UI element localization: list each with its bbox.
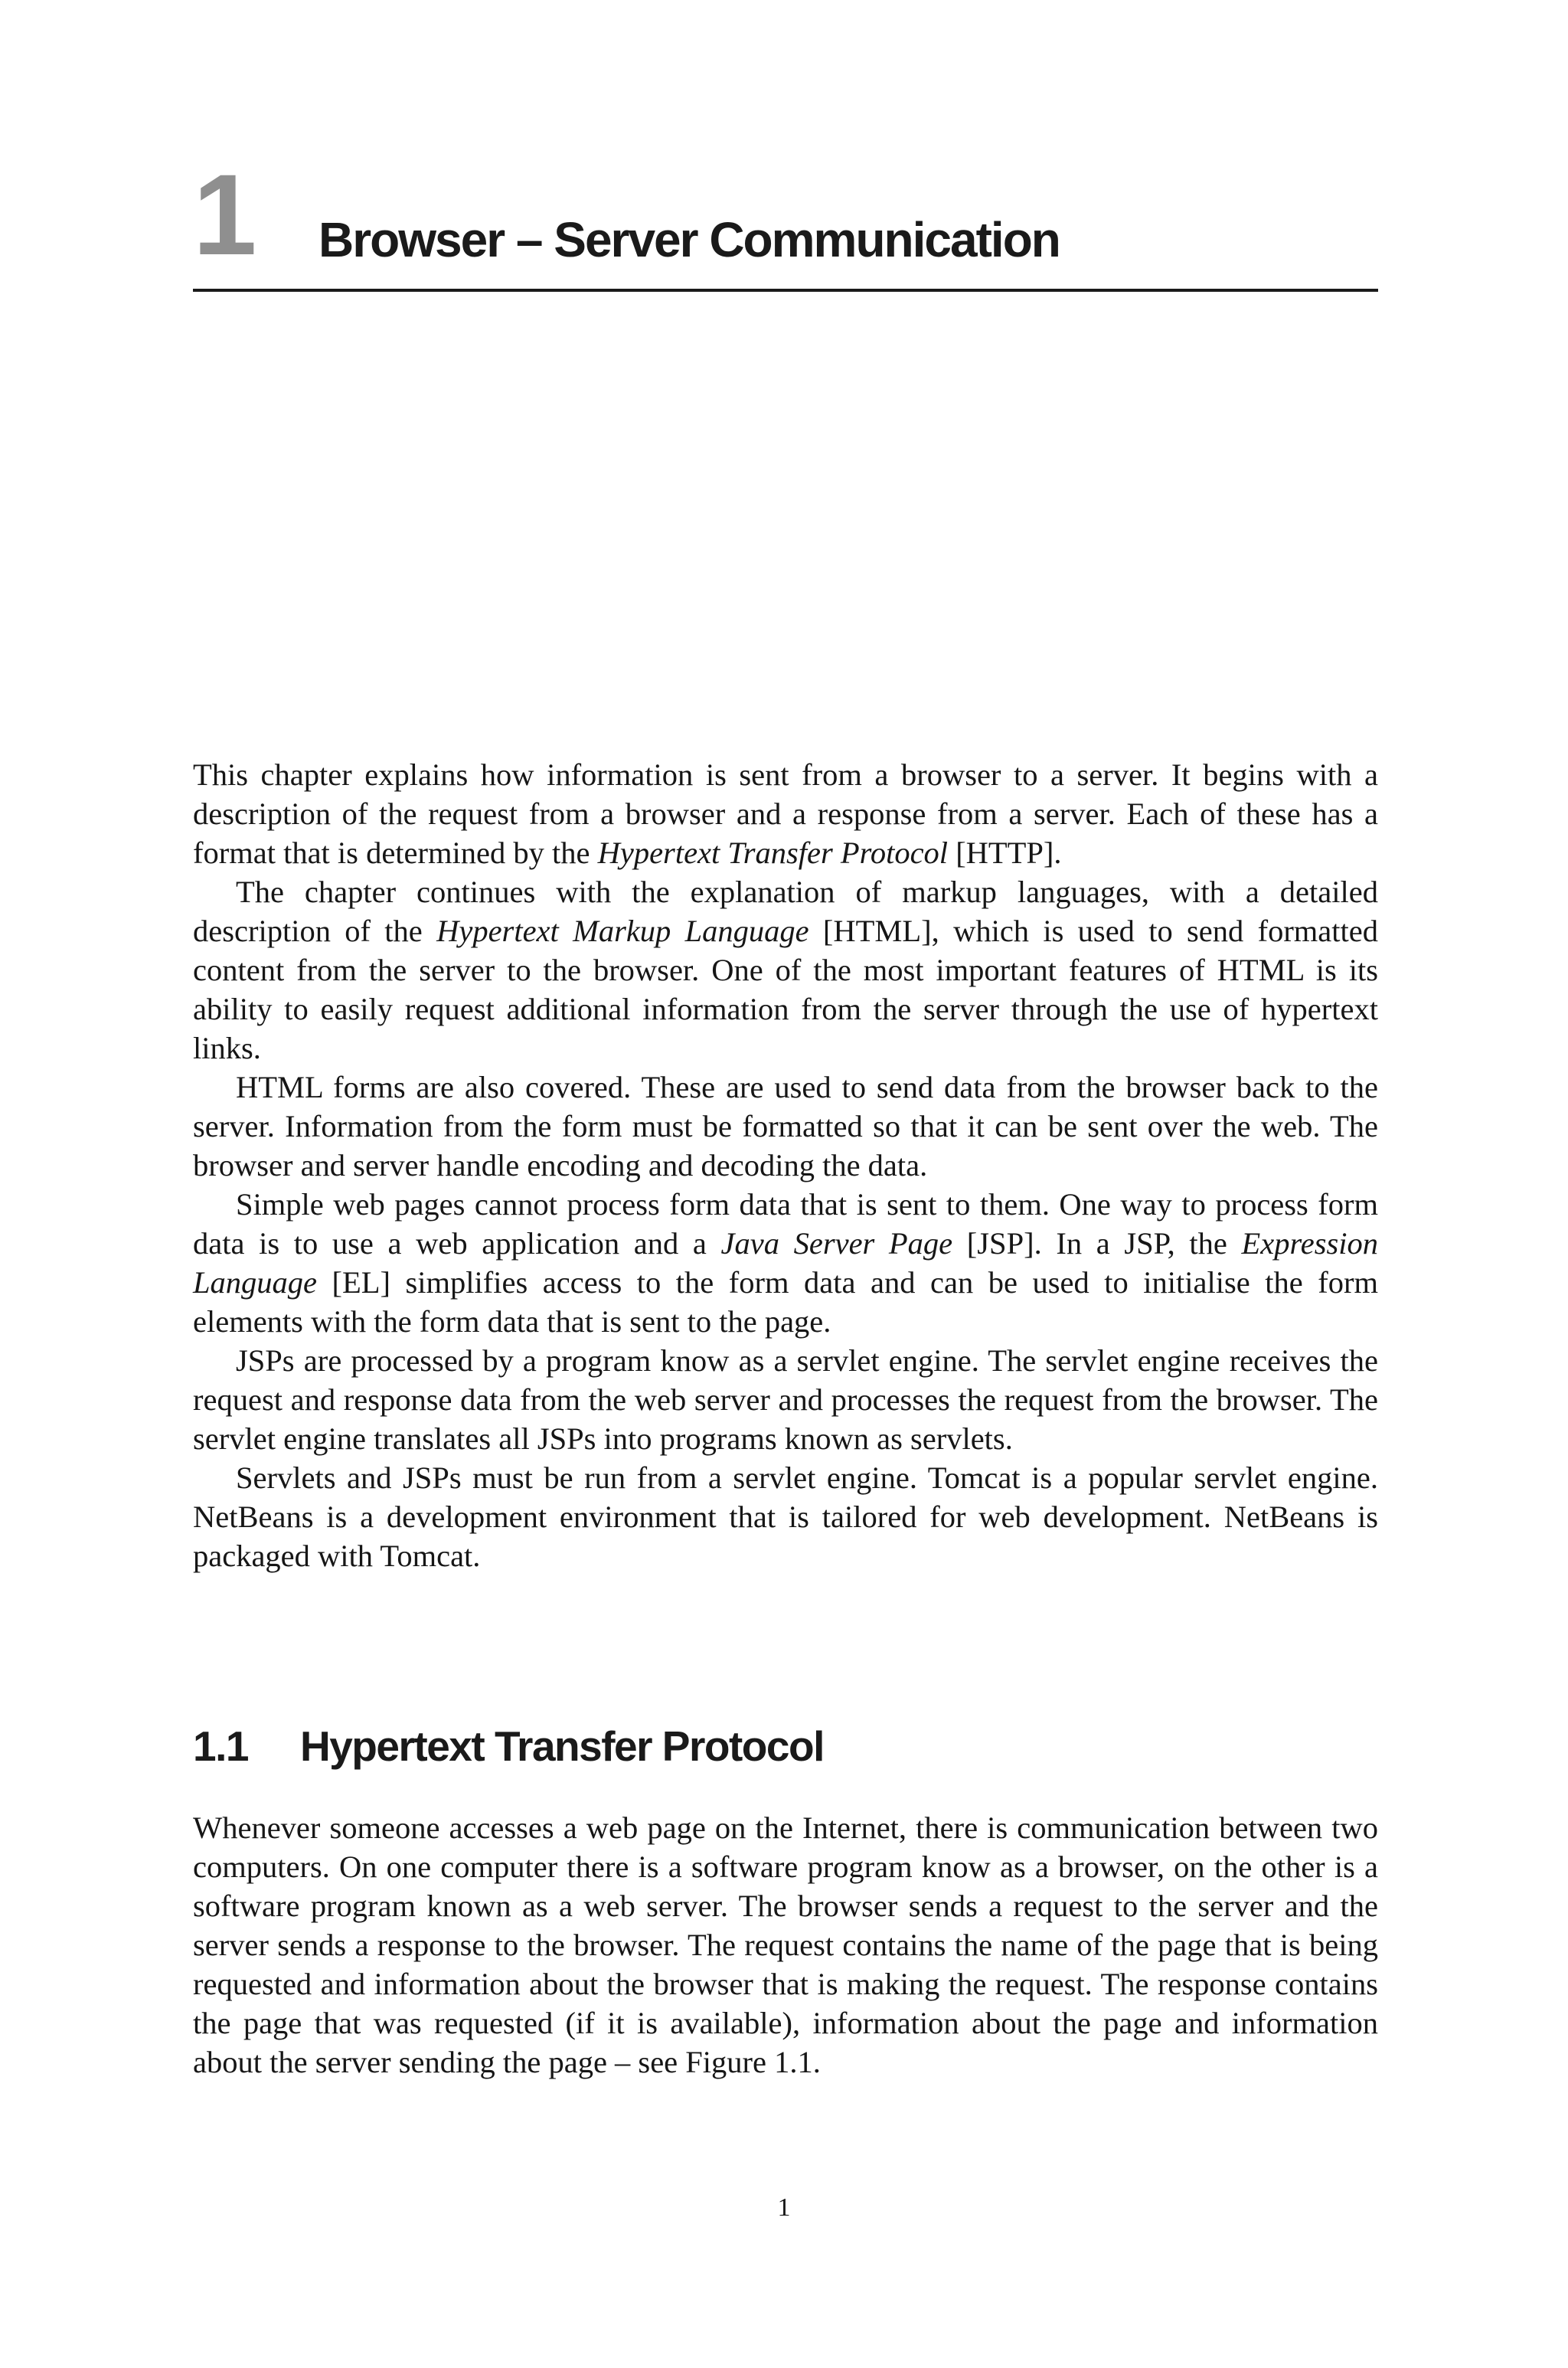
intro-p2-text-b: [HTML], which is used to send formatted content from the server to the browser. One of the most important features of HTML is its ability to easily request additional information from the server through the use of hypertext links. xyxy=(193,914,1379,1065)
chapter-intro xyxy=(193,755,1378,1575)
chapter-number: 1 xyxy=(193,150,254,279)
section-number: 1.1 xyxy=(193,1722,248,1770)
section-title: Hypertext Transfer Protocol xyxy=(300,1722,824,1770)
chapter-header xyxy=(193,150,1378,291)
section-paragraph-1: Whenever someone accesses a web page on the Internet, there is communication between two computers. On one computer there is a software program know as a browser, on the other is a software program known as a web server. The browser sends a request to the server and the server sends a response to the browser. The request contains the name of the page that is being requested and information about the browser that is making the request. The response contains the page that was requested (if it is available), information about the page and information about the server sending the page – see Figure 1.1. xyxy=(193,1810,1378,2079)
intro-paragraph-4 xyxy=(193,1185,1378,1341)
chapter-title: Browser – Server Communication xyxy=(318,212,1060,267)
intro-p1-text-a: This chapter explains how information is sent from a browser to a server. It begins with a description of the request from a browser and a response from a server. Each of these has a format that is determined by the xyxy=(193,757,1378,870)
intro-p1-text-b: [HTTP]. xyxy=(948,836,1062,870)
intro-paragraph-5: JSPs are processed by a program know as a servlet engine. The servlet engine receives the request and response data from the web server and processes the request from the browser. The servlet engine translates all JSPs into programs known as servlets. xyxy=(193,1343,1378,1456)
intro-paragraph-1 xyxy=(193,755,1378,872)
page-number: 1 xyxy=(777,2193,791,2222)
chapter-divider xyxy=(193,289,1378,292)
intro-p1-emphasis: Hypertext Transfer Protocol xyxy=(597,836,949,870)
intro-paragraph-6: Servlets and JSPs must be run from a servlet engine. Tomcat is a popular servlet engine. NetBeans is a development environment that is tailored for web development. NetBeans is packaged with Tomcat. xyxy=(193,1460,1378,1573)
intro-p2-emphasis: Hypertext Markup Language xyxy=(436,914,809,948)
intro-p4-text-b: [JSP]. In a JSP, the xyxy=(952,1226,1242,1261)
intro-p4-emphasis-2: Expression Language xyxy=(193,1226,1378,1300)
intro-paragraph-2 xyxy=(193,872,1378,1068)
section-body xyxy=(193,1808,1378,2082)
intro-p4-text-c: [EL] simplifies access to the form data and can be used to initialise the form elements with the form data that is sent to the page. xyxy=(193,1265,1378,1339)
intro-paragraph-3: HTML forms are also covered. These are used to send data from the browser back to the server. Information from the form must be formatted so that it can be sent over the web. The browser and server handle encoding and decoding the data. xyxy=(193,1070,1378,1182)
intro-p4-emphasis-1: Java Server Page xyxy=(720,1226,953,1261)
intro-p2-text-a: The chapter continues with the explanation of markup languages, with a detailed description of the xyxy=(193,875,1378,948)
section-heading xyxy=(193,1715,1378,1777)
intro-p4-text-a: Simple web pages cannot process form data that is sent to them. One way to process form data is to use a web application and a xyxy=(193,1187,1378,1261)
